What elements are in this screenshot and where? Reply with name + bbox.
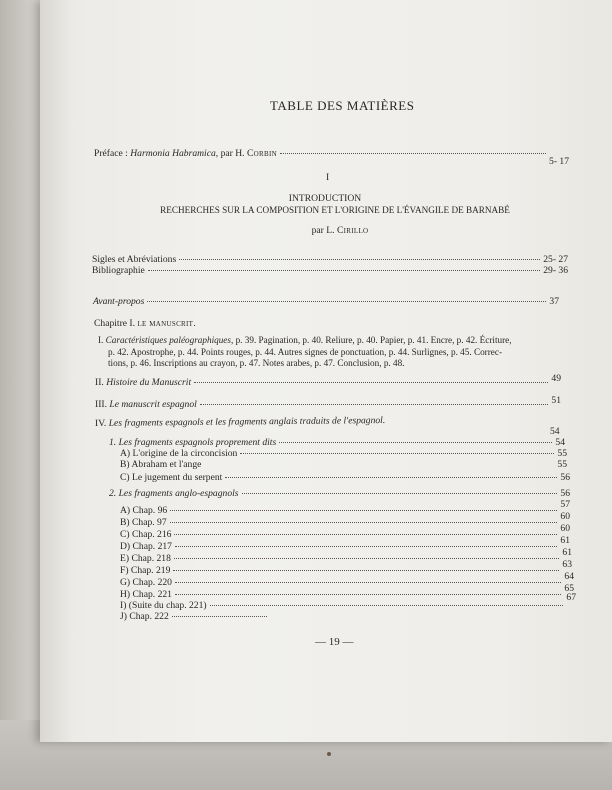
- page-ref: 65: [564, 583, 574, 594]
- leader-dots: [175, 594, 561, 595]
- page-ref: 55: [557, 459, 567, 470]
- toc-item: B) Abraham et l'ange 55: [120, 459, 567, 470]
- page-ref: 60: [560, 511, 570, 522]
- leader-dots: [175, 546, 557, 547]
- preface-label: Préface : Harmonia Habramica, par H. Corbin: [94, 148, 277, 159]
- toc-entry-avant-propos: Avant-propos 37: [93, 296, 559, 307]
- toc-entry-sub2: 2. Les fragments anglo-espagnols 56: [109, 488, 570, 499]
- page-ref: 54: [550, 426, 560, 437]
- toc-item: J) Chap. 222: [120, 611, 270, 622]
- toc-entry-histoire: II. Histoire du Manuscrit 49: [95, 373, 561, 388]
- page-ref: 60: [560, 523, 570, 534]
- page-ref: 56: [560, 488, 570, 499]
- leader-dots: [240, 453, 554, 454]
- leader-dots: [200, 404, 549, 405]
- par-line: par L. Cirillo: [311, 225, 369, 236]
- leader-dots: [279, 442, 552, 443]
- toc-item: B) Chap. 97 60: [120, 511, 570, 528]
- smudge-mark: [327, 752, 331, 756]
- section-paleographie: I. Caractéristiques paléographiques, p. 39. Pagination, p. 40. Reliure, p. 40. Papier, p. 41. Encre, p. 42. Écriture, p. 42. Apostrophe, p. 44. Points rouges, p. 44. Autres signes de ponctuation, p. 44. Surlignes, p. 45. Correc- tions, p. 46. Inscriptions au crayon, p. 47. Notes arabes, p. 47. Conclusion, p. 48.: [98, 335, 512, 369]
- page-ref: 64: [564, 571, 574, 582]
- toc-item: F) Chap. 219 63: [120, 559, 572, 576]
- page-content: [40, 0, 612, 742]
- toc-item: A) L'origine de la circoncision 55: [120, 448, 567, 459]
- toc-item: H) Chap. 221 65: [120, 583, 574, 600]
- page-ref: 54: [555, 437, 565, 448]
- part-numeral: I: [326, 172, 330, 183]
- toc-entry-bibliographie: Bibliographie 29- 36: [92, 265, 568, 276]
- page-ref: 51: [551, 395, 561, 406]
- leader-dots: [225, 477, 557, 478]
- leader-dots: [148, 270, 540, 271]
- page-ref: 37: [549, 296, 559, 307]
- page-ref: 61: [562, 547, 572, 558]
- toc-item: G) Chap. 220 64: [120, 571, 574, 588]
- page-ref: 61: [560, 535, 570, 546]
- page-ref: 63: [562, 559, 572, 570]
- toc-item: C) Chap. 216 60: [120, 523, 570, 540]
- page-ref: 5- 17: [549, 156, 569, 167]
- leader-dots: [147, 301, 546, 302]
- toc-entry-manuscrit-espagnol: III. Le manuscrit espagnol 51: [95, 395, 561, 410]
- leader-dots: [242, 493, 558, 494]
- toc-item: I) (Suite du chap. 221) 67: [120, 592, 576, 611]
- chapter-heading: Chapitre I. le manuscrit.: [94, 318, 196, 329]
- leader-dots: [194, 382, 548, 383]
- leader-dots: [170, 510, 557, 511]
- leader-dots: [280, 153, 546, 154]
- toc-entry-sub1: 1. Les fragments espagnols proprement dits 54: [109, 437, 565, 448]
- intro-heading: INTRODUCTION: [288, 193, 362, 204]
- leader-dots: [174, 558, 560, 559]
- toc-entry-sigles: Sigles et Abréviations 25- 27: [92, 254, 568, 265]
- toc-entry-preface: [94, 148, 569, 167]
- page-ref: 67: [566, 592, 576, 603]
- leader-dots: [170, 522, 558, 523]
- page-ref: 49: [551, 373, 561, 384]
- page-number: — 19 —: [315, 636, 354, 648]
- toc-item: E) Chap. 218 61: [120, 547, 572, 564]
- toc-item: C) Le jugement du serpent 56: [120, 472, 570, 483]
- leader-dots: [174, 534, 557, 535]
- recherches-heading: RECHERCHES SUR LA COMPOSITION ET L'ORIGINE DE L'ÉVANGILE DE BARNABÉ: [160, 205, 510, 215]
- toc-entry-fragments: IV. Les fragments espagnols et les fragments anglais traduits de l'espagnol.: [94, 414, 386, 429]
- leader-dots: [210, 605, 564, 606]
- page-ref: 29- 36: [543, 265, 568, 276]
- toc-item: D) Chap. 217 61: [120, 535, 570, 552]
- page-ref: 25- 27: [543, 254, 568, 265]
- leader-dots: [175, 582, 561, 583]
- page-title: TABLE DES MATIÈRES: [270, 98, 415, 113]
- page-ref: 57: [560, 499, 570, 510]
- book-page: [40, 0, 612, 742]
- toc-item: A) Chap. 96 57: [120, 499, 570, 516]
- leader-dots: [179, 259, 540, 260]
- leader-dots: [204, 464, 554, 465]
- page-ref: 56: [560, 472, 570, 483]
- leader-dots: [173, 570, 559, 571]
- page-ref: 55: [557, 448, 567, 459]
- leader-dots: [172, 616, 267, 617]
